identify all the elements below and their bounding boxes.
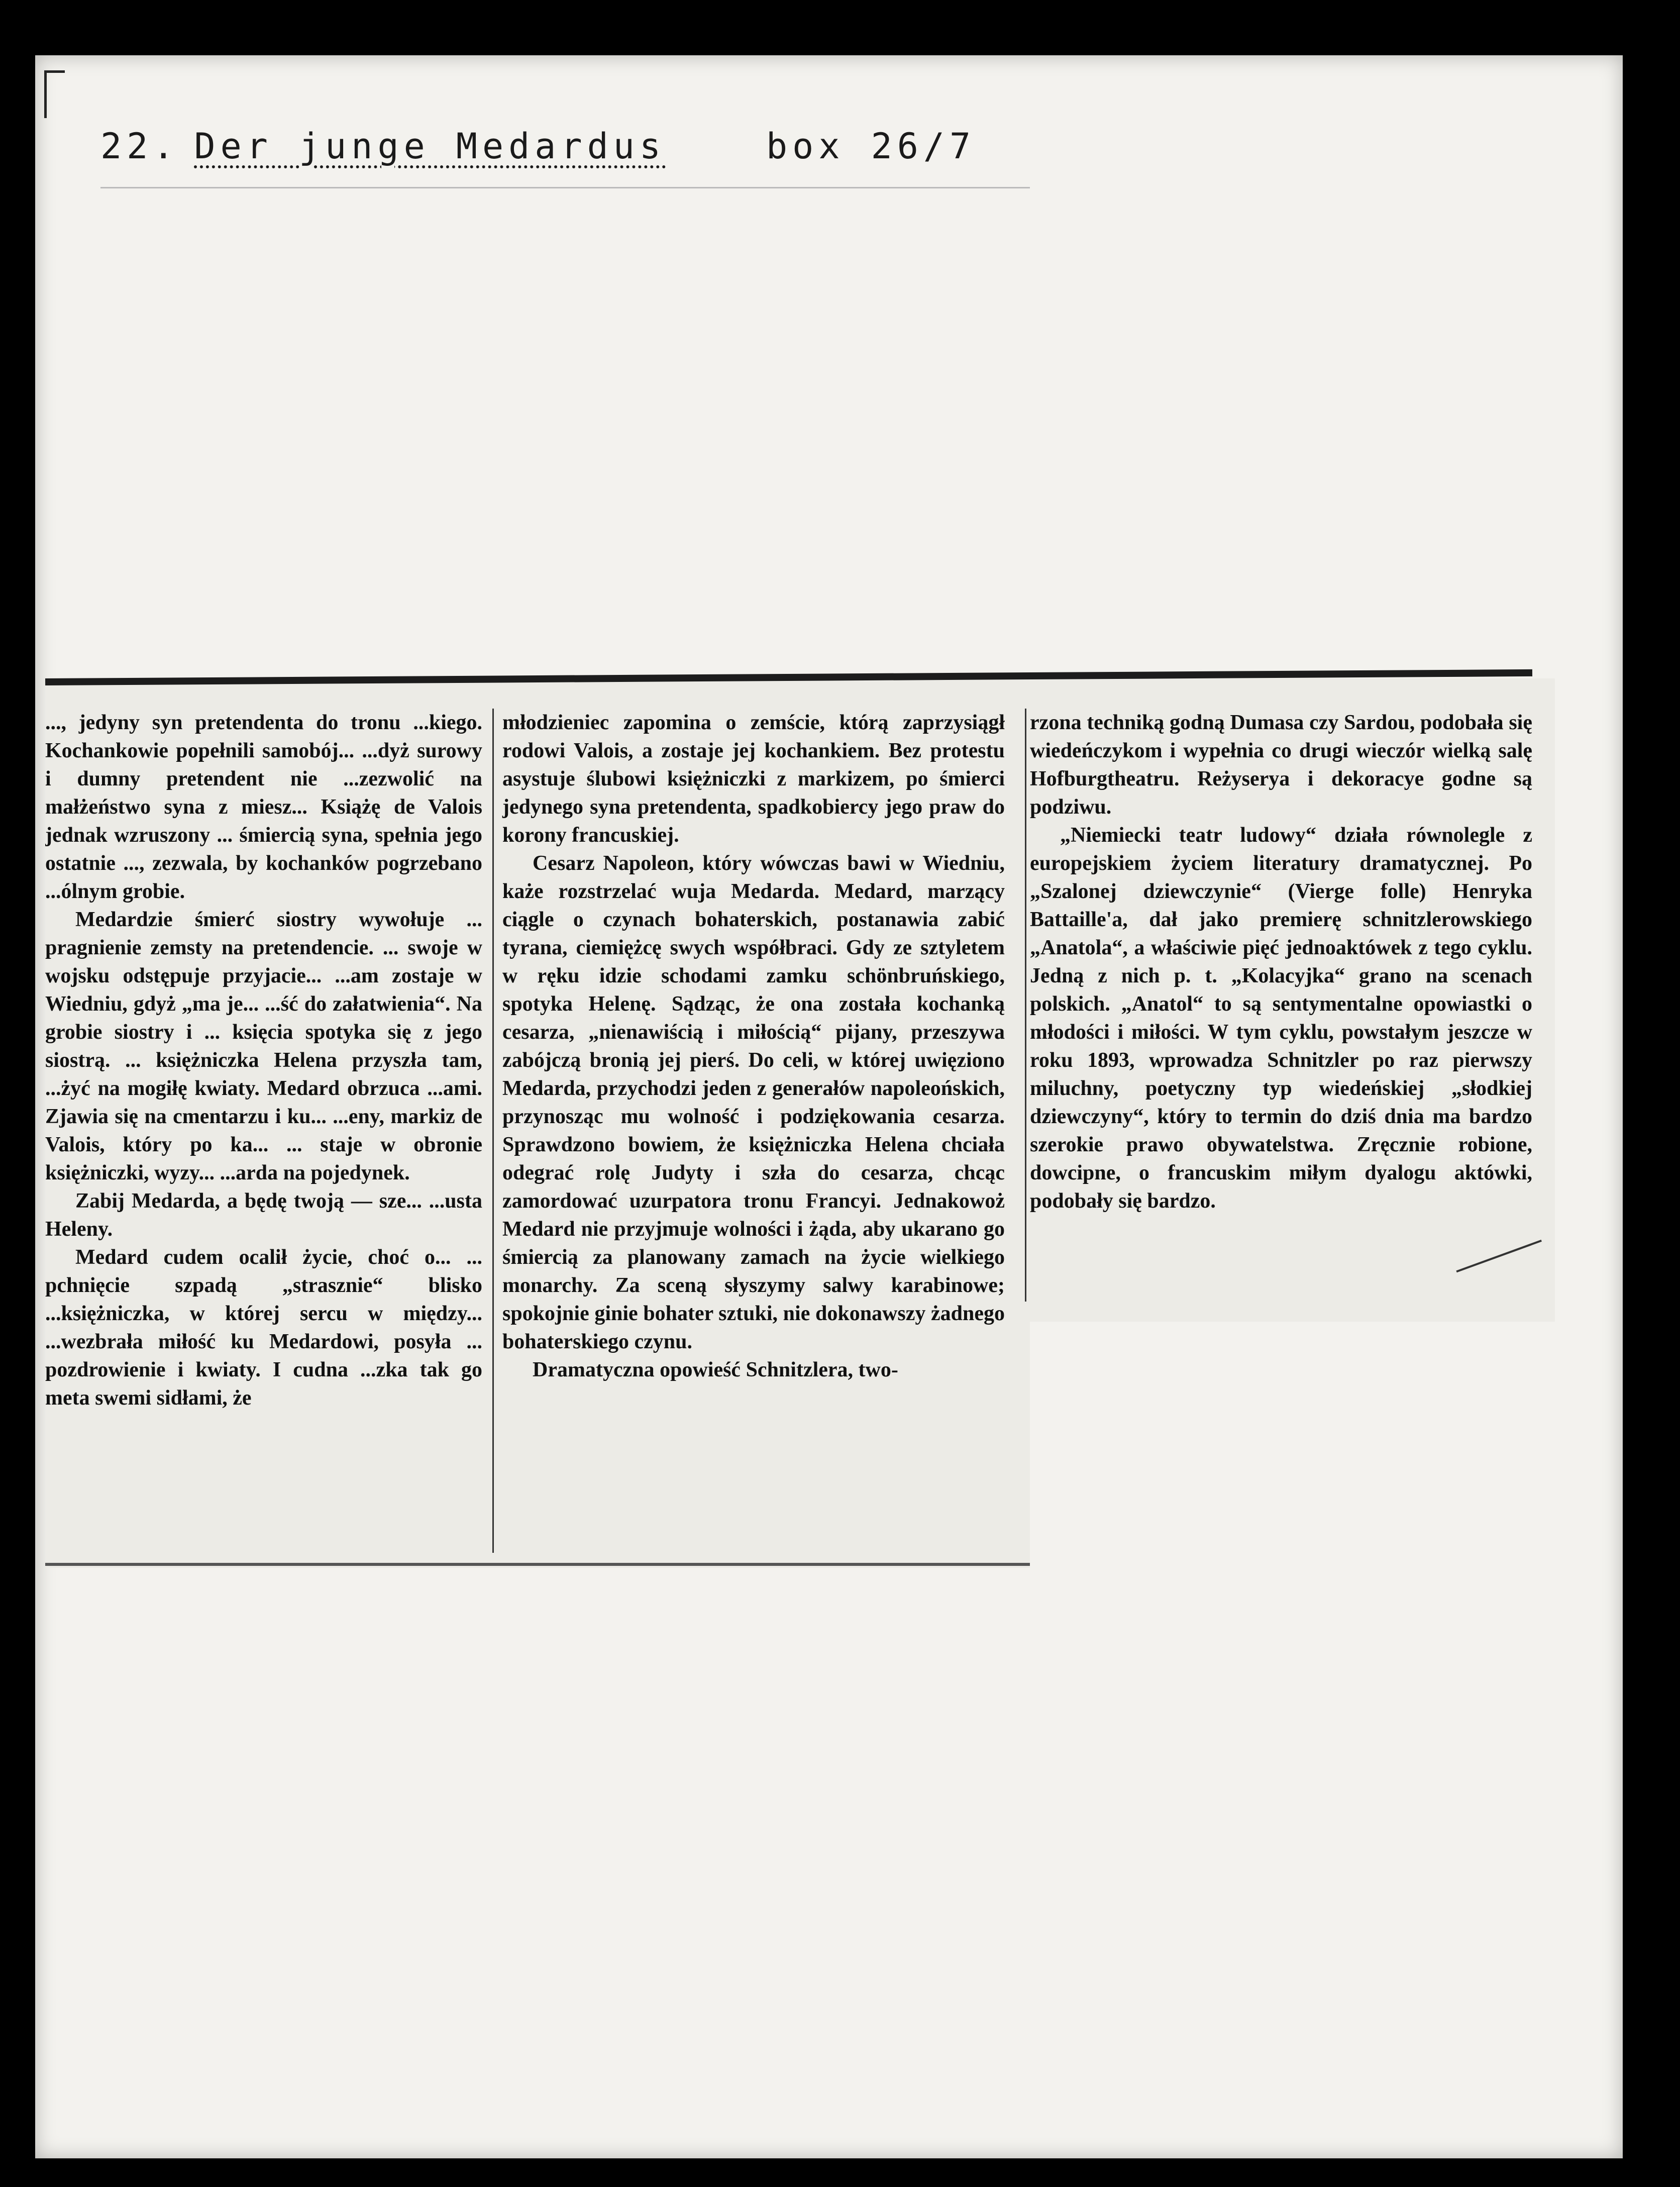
sheet-header	[100, 126, 976, 167]
newspaper-clipping-left	[45, 678, 1030, 1568]
column-rule	[1025, 709, 1026, 1302]
paragraph: „Niemiecki teatr ludowy“ działa równolegle z europejskiem życiem literatury dramatycznej. Po „Szalonej dziewczynie“ (Vierge folle) Henryka Battaille'a, dał jako premierę schnitzlerowskiego „Anatola“, a właściwie pięć jednoaktówek z tego cyklu. Jedną z nich p. t. „Kolacyjka“ grano na scenach polskich. „Anatol“ to są sentymentalne opowiastki o młodości i miłości. W tym cyklu, powstałym jeszcze w roku 1893, wprowadza Schnitzler po raz pierwszy miluchny, poetyczny typ wiedeńskiej „słodkiej dziewczyny“, który to termin do dziś dnia ma bardzo szerokie prawo obywatelstwa. Zręcznie robione, dowcipne, o francuskim miłym dyalogu aktówki, podobały się bardzo.	[1030, 824, 1532, 1213]
article-column-1	[45, 709, 482, 1412]
box-label: box 26/7	[766, 126, 976, 167]
paragraph: Zabij Medarda, a będę twoją — sze... ...usta Heleny.	[45, 1189, 482, 1241]
paragraph: Medardzie śmierć siostry wywołuje ... pragnienie zemsty na pretendencie. ... swoje w wojsku odstępuje przyjacie... ...am zostaje w Wiedniu, gdyż „ma je... ...ść do załatwienia“. Na grobie siostry i ... księcia spotyka się z jego siostrą. ... księżniczka Helena przyszła tam, ...żyć na mogiłę kwiaty. Medard obrzuca ...ami. Zjawia się na cmentarzu i ku... ...eny, markiz de Valois, który po ka... ... staje w obronie księżniczki, wyzy... ...arda na pojedynek.	[45, 908, 482, 1184]
clipping-bottom-edge	[45, 1563, 1030, 1566]
article-column-2	[502, 709, 1005, 1384]
play-title: Der junge Medardus	[194, 126, 666, 167]
header-rule	[100, 187, 1030, 188]
paragraph: ..., jedyny syn pretendenta do tronu ...kiego. Kochankowie popełnili samobój... ...dyż surowy i dumny pretendent nie ...zezwolić na małżeństwo syna z miesz... Książę de Valois jednak wzruszony ... śmiercią syna, spełnia jego ostatnie ..., zezwala, by kochanków pogrzebano ...ólnym grobie.	[45, 711, 482, 903]
item-number: 22.	[100, 126, 179, 167]
corner-mark	[44, 70, 65, 118]
paragraph: Cesarz Napoleon, który wówczas bawi w Wiedniu, każe rozstrzelać wuja Medarda. Medard, marzący ciągle o czynach bohaterskich, postanawia zabić tyrana, ciemiężcę swych współbraci. Gdy ze sztyletem w ręku idzie schodami zamku schönbruńskiego, spotyka Helenę. Sądząc, że ona została kochanką cesarza, „nienawiścią i miłością“ pijany, przeszywa zabójczą bronią jej pierś. Do celi, w której uwięziono Medarda, przychodzi jeden z generałów napoleońskich, przynosząc mu wolność i podziękowania cesarza. Sprawdzono bowiem, że księżniczka Helena chciała odegrać rolę Judyty i szła do cesarza, chcąc zamordować uzurpatora tronu Francyi. Jednakowoż Medard nie przyjmuje wolności i żąda, aby ukarano go śmiercią za planowany zamach na życie wielkiego monarchy. Za sceną słyszymy salwy karabinowe; spokojnie ginie bohater sztuki, nie dokonawszy żadnego bohaterskiego czynu.	[502, 852, 1005, 1353]
paragraph: rzona techniką godną Dumasa czy Sardou, podobała się wiedeńczykom i wypełnia co drugi wieczór wielką salę Hofburgtheatru. Reżyserya i dekoracye godne są podziwu.	[1030, 711, 1532, 819]
paragraph: młodzieniec zapomina o zemście, którą zaprzysiągł rodowi Valois, a zostaje jej kochankiem. Bez protestu asystuje ślubowi księżniczki z markizem, po śmierci jedynego syna pretendenta, spadkobiercy jego praw do korony francuskiej.	[502, 711, 1005, 847]
paragraph: Dramatyczna opowieść Schnitzlera, two-	[533, 1358, 898, 1381]
paragraph: Medard cudem ocalił życie, choć o... ... pchnięcie szpadą „strasznie“ blisko ...księżniczka, w której sercu w między... ...wezbrała miłość ku Medardowi, posyła ... pozdrowienie i kwiaty. I cudna ...zka tak go meta swemi sidłami, że	[45, 1246, 482, 1410]
column-rule	[492, 709, 494, 1553]
article-column-3	[1030, 709, 1532, 1215]
